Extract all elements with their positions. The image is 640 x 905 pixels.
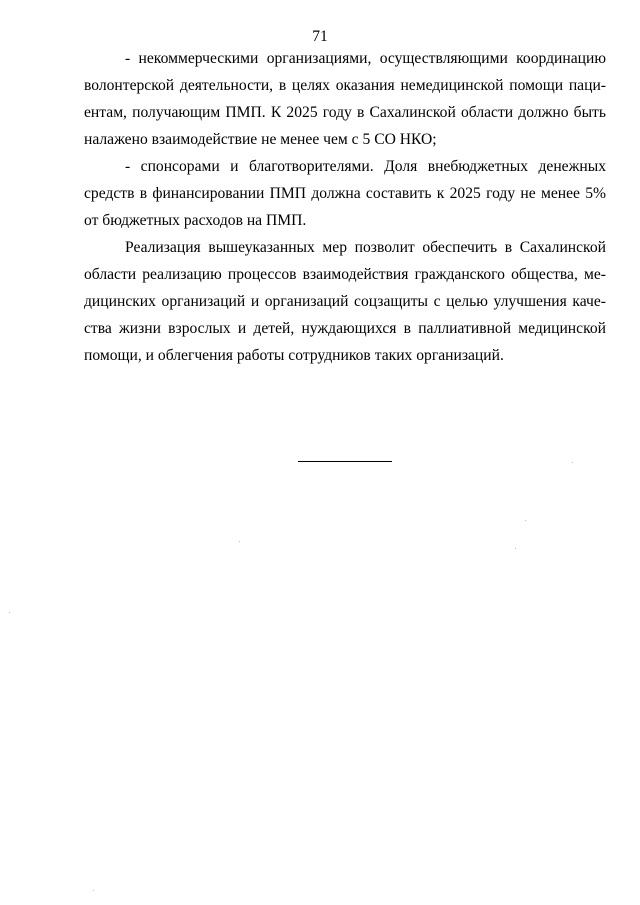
end-of-text-separator (298, 461, 392, 462)
scan-speck (239, 541, 240, 542)
scan-speck (93, 890, 94, 891)
paragraph-nko-cooperation: - некоммерческими организациями, осуществляющими координацию волонтерской деятельности, в целях оказания немедицинской помощи пациентам, получающим ПМП. К 2025 году в Сахалинской области должно быть налажено взаимодействие не менее чем с 5 СО НКО; (84, 50, 606, 148)
scan-speck (572, 462, 573, 463)
scan-speck (525, 520, 526, 521)
paragraph-conclusion: Реализация вышеуказанных мер позволит обеспечить в Сахалинской области реализацию процессов взаимодействия гражданского общества, медицинских организаций и организаций соцзащиты с целью улучшения качества жизни взрослых и детей, нуждающихся в паллиативной медицинской помощи, и облегчения работы сотрудников таких организаций. (84, 239, 606, 364)
document-body (84, 45, 606, 369)
scan-speck (9, 612, 10, 613)
page-number: 71 (312, 28, 328, 45)
paragraph-sponsors: - спонсорами и благотворителями. Доля внебюджетных денежных средств в финансировании ПМП должна составить к 2025 году не менее 5% от бюджетных расходов на ПМП. (84, 158, 606, 229)
scan-speck (515, 548, 516, 549)
